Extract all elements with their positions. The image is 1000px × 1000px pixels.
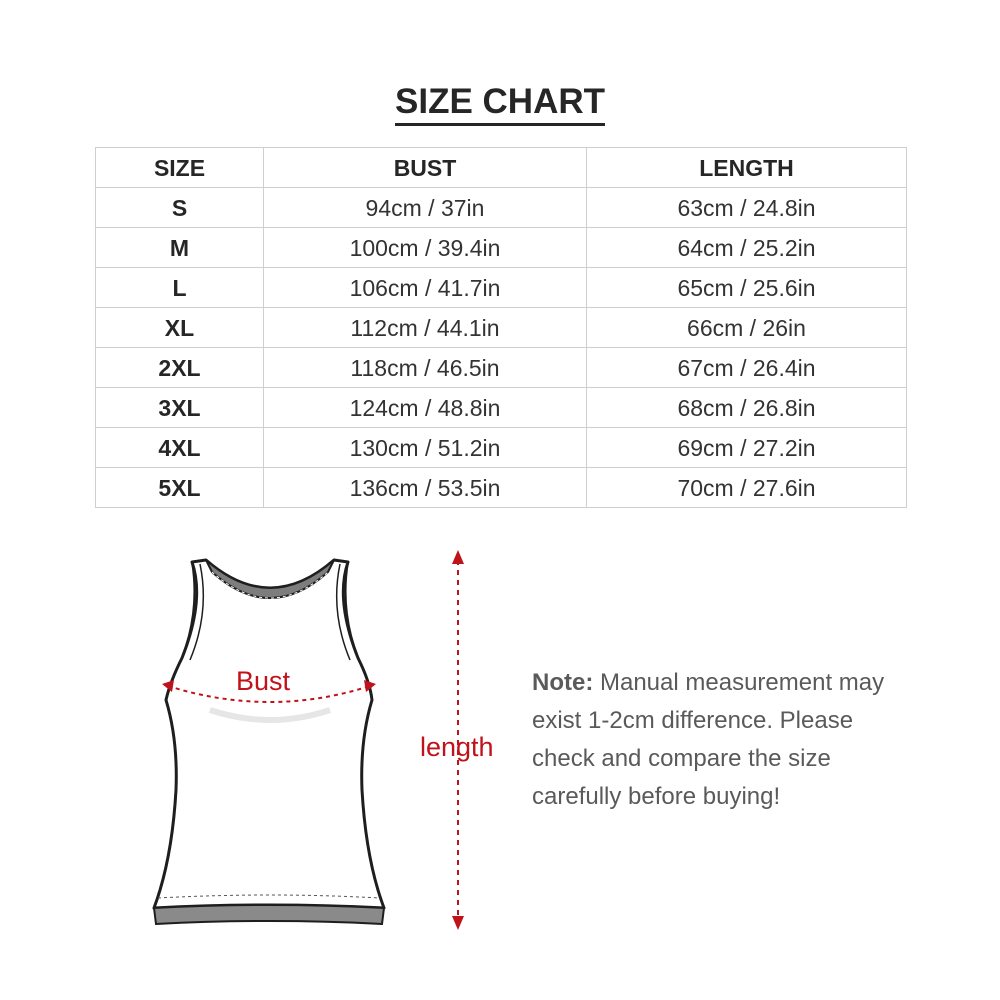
bust-cell: 112cm / 44.1in — [264, 308, 587, 348]
size-table — [95, 147, 907, 508]
bust-cell: 118cm / 46.5in — [264, 348, 587, 388]
size-cell: M — [96, 228, 264, 268]
length-cell: 69cm / 27.2in — [587, 428, 907, 468]
size-cell: L — [96, 268, 264, 308]
size-cell: S — [96, 188, 264, 228]
size-cell: 2XL — [96, 348, 264, 388]
hem-band — [154, 905, 384, 924]
table-row — [96, 428, 907, 468]
bust-cell: 130cm / 51.2in — [264, 428, 587, 468]
table-row — [96, 308, 907, 348]
length-label: length — [420, 732, 494, 762]
table-row — [96, 188, 907, 228]
note-text: Manual measurement may exist 1-2cm difference. Please check and compare the size carefully before buying! — [532, 669, 885, 810]
length-cell: 67cm / 26.4in — [587, 348, 907, 388]
bust-cell: 94cm / 37in — [264, 188, 587, 228]
length-cell: 70cm / 27.6in — [587, 468, 907, 508]
length-cell: 68cm / 26.8in — [587, 388, 907, 428]
bust-cell: 136cm / 53.5in — [264, 468, 587, 508]
bust-cell: 106cm / 41.7in — [264, 268, 587, 308]
length-cell: 63cm / 24.8in — [587, 188, 907, 228]
bust-cell: 124cm / 48.8in — [264, 388, 587, 428]
length-cell: 64cm / 25.2in — [587, 228, 907, 268]
table-row — [96, 228, 907, 268]
size-cell: XL — [96, 308, 264, 348]
header-bust: BUST — [264, 148, 587, 188]
header-size: SIZE — [96, 148, 264, 188]
size-cell: 3XL — [96, 388, 264, 428]
bust-label: Bust — [236, 666, 291, 696]
length-cell: 65cm / 25.6in — [587, 268, 907, 308]
tank-top-illustration — [140, 540, 400, 940]
measurement-note — [532, 664, 892, 816]
table-header-row — [96, 148, 907, 188]
garment-body — [154, 560, 384, 908]
bust-cell: 100cm / 39.4in — [264, 228, 587, 268]
page-title — [0, 82, 1000, 122]
table-row — [96, 388, 907, 428]
size-cell: 5XL — [96, 468, 264, 508]
page-title-text: SIZE CHART — [395, 82, 605, 126]
size-cell: 4XL — [96, 428, 264, 468]
table-row — [96, 348, 907, 388]
header-length: LENGTH — [587, 148, 907, 188]
table-row — [96, 268, 907, 308]
length-cell: 66cm / 26in — [587, 308, 907, 348]
note-label: Note: — [532, 669, 594, 696]
table-row — [96, 468, 907, 508]
